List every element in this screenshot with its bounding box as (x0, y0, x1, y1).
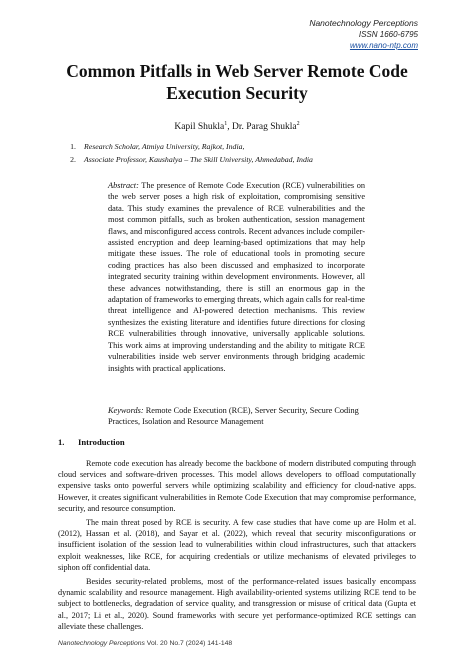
affiliation-number: 1. (70, 142, 76, 151)
author-name: Kapil Shukla (174, 122, 225, 133)
abstract-text: The presence of Remote Code Execution (RCE) vulnerabilities on the web server poses a high risk of exploitation, compromising sensitive data. This study examines the prevalence of RCE vulnerabilities and the most common pitfalls, such as broken authentication, session management flaws, and misconfigured access controls. Recent advances include compiler-assisted encryption and deep learning-based optimizations that may help mitigate these issues. The role of educational tools in promoting secure coding practices has also been discussed and emphasized to incorporate integrated security training within development environments. However, all these advances notwithstanding, there is still an enormous gap in the adaptation of frameworks to emerging threats, which again calls for real-time threat intelligence and AI-powered detection mechanisms. This review synthesizes the existing literature and identifies future directions for closing RCE vulnerabilities through innovative, universally applicable solutions. This work aims at improving understanding and the ability to mitigate RCE vulnerabilities inside web server environments through bridging academic insights with practical applications. (108, 181, 365, 373)
body-paragraph: The main threat posed by RCE is security. A few case studies that have come up are Holm et al. (2012), Hassan et al. (2018), and Sayar et al. (2022), which reveal that security misconfigurations or insufficient isolation of the session lead to vulnerabilities within cloud infrastructures, such that attackers exploit weaknesses, like RCE, for acquiring credentials or utilize mechanisms of elevated privileges to siphon off confidential data. (58, 518, 416, 572)
affiliation-number: 2. (70, 155, 76, 164)
paper-title: Common Pitfalls in Web Server Remote Code Execution Security (66, 61, 408, 103)
journal-header (309, 18, 418, 51)
keywords-text: Remote Code Execution (RCE), Server Security, Secure Coding Practices, Isolation and Resource Management (108, 406, 359, 427)
author-affil-marker: 2 (296, 121, 300, 127)
body-paragraph: Remote code execution has already become the backbone of modern distributed computing through cloud services and software-driven processes. This model allows developers to offload computationally expensive tasks onto powerful servers while optimizing scalability and efficiency for cloud-native apps. However, it creates significant vulnerabilities in Remote Code Execution that may compromise performance, security, and resource consumption. (58, 459, 416, 513)
affiliation-item (56, 140, 420, 153)
section-title: Introduction (78, 437, 125, 447)
abstract-label: Abstract: (108, 181, 139, 190)
abstract (108, 180, 365, 374)
author-line (0, 121, 474, 132)
journal-issn: ISSN 1660-6795 (358, 30, 418, 39)
author-affil-marker: 1 (224, 121, 228, 127)
affiliations (56, 140, 420, 166)
journal-url-link[interactable]: www.nano-ntp.com (349, 41, 418, 50)
journal-name: Nanotechnology Perceptions (309, 18, 418, 28)
section-body (58, 458, 416, 635)
affiliation-text: Research Scholar, Atmiya University, Rajkot, India, (84, 142, 245, 151)
footer-citation: Vol. 20 No.7 (2024) 141-148 (144, 640, 233, 647)
affiliation-text: Associate Professor, Kaushalya – The Skill University, Ahmedabad, India (84, 155, 313, 164)
author-separator: , (227, 122, 232, 133)
section-heading (58, 437, 125, 447)
page-footer (58, 640, 232, 647)
section-number: 1. (58, 437, 65, 447)
footer-journal: Nanotechnology Perceptions (58, 640, 145, 647)
keywords-label: Keywords: (108, 406, 144, 415)
keywords (108, 405, 365, 428)
affiliation-item (56, 153, 420, 166)
body-paragraph: Besides security-related problems, most of the performance-related issues basically encompass dynamic scalability and resource management. High availability-oriented systems utilizing RCE tend to be subject to bottlenecks, degradation of service quality, and transgression or misuse of critical data (Gupta et al., 2017; Li et al., 2020). Sound frameworks with secure yet performance-optimized RCE settings can alleviate these challenges. (58, 577, 416, 631)
author-name: Dr. Parag Shukla (231, 122, 297, 133)
